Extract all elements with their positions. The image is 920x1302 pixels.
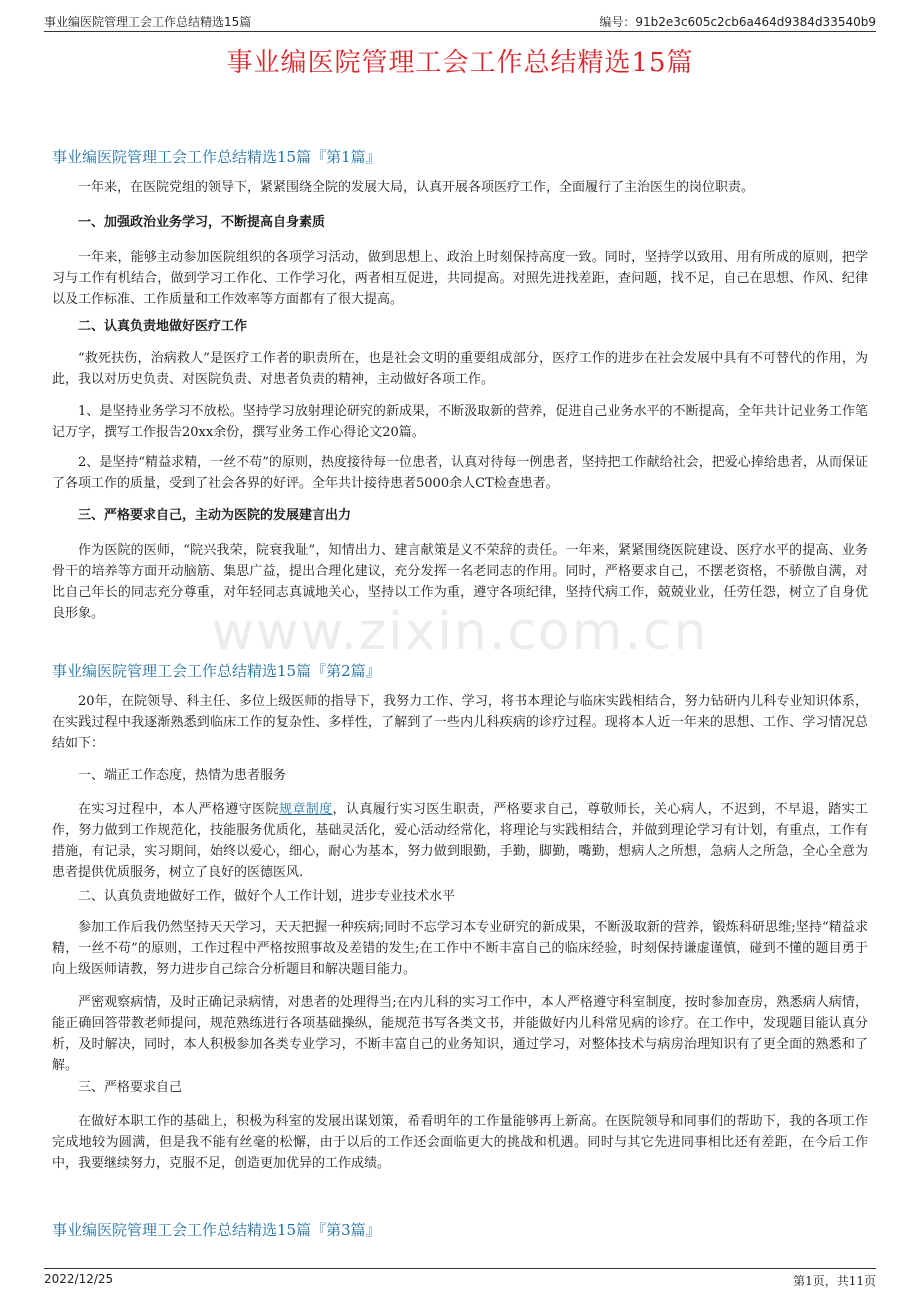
page-footer [44,1268,876,1288]
section-1-subheading-1: 一、加强政治业务学习，不断提高自身素质 [78,215,326,230]
section-2-paragraph-1-text-start: 在实习过程中，本人严格遵守医院 [78,802,279,817]
section-2-paragraph-3: 严密观察病情，及时正确记录病情，对患者的处理得当;在内儿科的实习工作中，本人严格遵守科室制度，按时参加查房，熟悉病人病情，能正确回答带教老师提问，规范熟练进行各项基础操纵，能规范书写各类文书，并能做好内儿科常见病的诊疗。在工作中，发现题目能认真分析，及时解决，同时，本人积极参加各类专业学习，不断丰富自己的业务知识，通过学习，对整体技术与病房治理知识有了更全面的熟悉和了解。 [52,995,868,1073]
watermark: www.zixin.com.cn [211,602,709,662]
document-id: 编号：91b2e3c605c2cb6a464d9384d33540b9 [599,15,876,29]
section-1-intro: 一年来，在医院党组的领导下，紧紧围绕全院的发展大局，认真开展各项医疗工作，全面履行了主治医生的岗位职责。 [78,180,755,195]
section-1-paragraph-2: “救死扶伤，治病救人”是医疗工作者的职责所在，也是社会文明的重要组成部分，医疗工作的进步在社会发展中具有不可替代的作用，为此，我以对历史负责、对医院负责、对患者负责的精神，主动做好各项工作。 [52,351,868,387]
section-2-paragraph-2: 参加工作后我仍然坚持天天学习，天天把握一种疾病;同时不忘学习本专业研究的新成果，不断汲取新的营养，锻炼科研思维;坚持“精益求精，一丝不苟”的原则，工作过程中严格按照事故及差错的发生;在工作中不断丰富自己的临床经验，时刻保持谦虚谨慎，碰到不懂的题目勇于向上级医师请教，努力进步自己综合分析题目和解决题目能力。 [52,920,868,977]
section-1-paragraph-5: 作为医院的医师，“院兴我荣，院衰我耻”，知情出力、建言献策是义不荣辞的责任。一年来，紧紧围绕医院建设、医疗水平的提高、业务骨干的培养等方面开动脑筋、集思广益，提出合理化建议，充分发挥一名老同志的作用。同时，严格要求自己，不摆老资格，不骄傲自满，对比自己年长的同志充分尊重，对年轻同志真诚地关心，坚持以工作为重，遵守各项纪律，坚持代病工作，兢兢业业，任劳任怨，树立了自身优良形象。 [52,543,868,621]
section-1-paragraph-1: 一年来，能够主动参加医院组织的各项学习活动，做到思想上、政治上时刻保持高度一致。同时，坚持学以致用、用有所成的原则，把学习与工作有机结合，做到学习工作化、工作学习化，两者相互促进，共同提高。对照先进找差距，查问题，找不足，自己在思想、作风、纪律以及工作标准、工作质量和工作效率等方面都有了很大提高。 [52,250,868,307]
section-heading-3: 事业编医院管理工会工作总结精选15篇『第3篇』 [52,1221,381,1239]
section-heading-2: 事业编医院管理工会工作总结精选15篇『第2篇』 [52,662,381,680]
section-2-subheading-2: 二、认真负责地做好工作，做好个人工作计划，进步专业技术水平 [78,889,456,904]
running-title: 事业编医院管理工会工作总结精选15篇 [44,15,252,29]
section-1-subheading-2: 二、认真负责地做好医疗工作 [78,319,248,334]
rules-link[interactable]: 规章制度 [278,802,333,817]
footer-date: 2022/12/25 [44,1272,114,1286]
section-2-intro: 20年，在院领导、科主任、多位上级医师的指导下，我努力工作、学习，将书本理论与临床实践相结合，努力钻研内儿科专业知识体系，在实践过程中我逐渐熟悉到临床工作的复杂性、多样性，了解到了一些内儿科疾病的诊疗过程。现将本人近一年来的思想、工作、学习情况总结如下： [52,694,868,751]
running-header [44,10,876,32]
section-heading-1: 事业编医院管理工会工作总结精选15篇『第1篇』 [52,148,381,166]
section-2-paragraph-4: 在做好本职工作的基础上，积极为科室的发展出谋划策，希看明年的工作量能够再上新高。在医院领导和同事们的帮助下，我的各项工作完成地较为圆满，但是我不能有丝毫的松懈，由于以后的工作还会面临更大的挑战和机遇。同时与其它先进同事相比还有差距，在今后工作中，我要继续努力，克服不足，创造更加优异的工作成绩。 [52,1114,868,1171]
footer-page-info: 第1页，共11页 [793,1274,876,1288]
section-2-subheading-3: 三、严格要求自己 [78,1080,183,1095]
section-1-subheading-3: 三、严格要求自己，主动为医院的发展建言出力 [78,508,352,523]
section-2-paragraph-1 [52,799,868,883]
section-1-paragraph-3: 1、是坚持业务学习不放松。坚持学习放射理论研究的新成果，不断汲取新的营养，促进自己业务水平的不断提高，全年共计记业务工作笔记万字，撰写工作报告20xx余份，撰写业务工作心得论文20篇。 [52,404,868,440]
section-1-paragraph-4: 2、是坚持“精益求精，一丝不苟”的原则，热度接待每一位患者，认真对待每一例患者，坚持把工作献给社会，把爱心捧给患者，从而保证了各项工作的质量，受到了社会各界的好评。全年共计接待患者5000余人CT检查患者。 [52,455,868,491]
document-title: 事业编医院管理工会工作总结精选15篇 [226,48,694,78]
section-2-subheading-1: 一、端正工作态度，热情为患者服务 [78,768,287,783]
section-2-paragraph-1-text-end: ，认真履行实习医生职责，严格要求自己，尊敬师长，关心病人，不迟到，不早退，踏实工作，努力做到工作规范化，技能服务优质化，基础灵活化，爱心活动经常化，将理论与实践相结合，并做到理论学习有计划，有重点，工作有措施，有记录，实习期间，始终以爱心，细心，耐心为基本，努力做到眼勤，手勤，脚勤，嘴勤，想病人之所想，急病人之所急，全心全意为患者提供优质服务，树立了良好的医德医风. [52,802,868,880]
